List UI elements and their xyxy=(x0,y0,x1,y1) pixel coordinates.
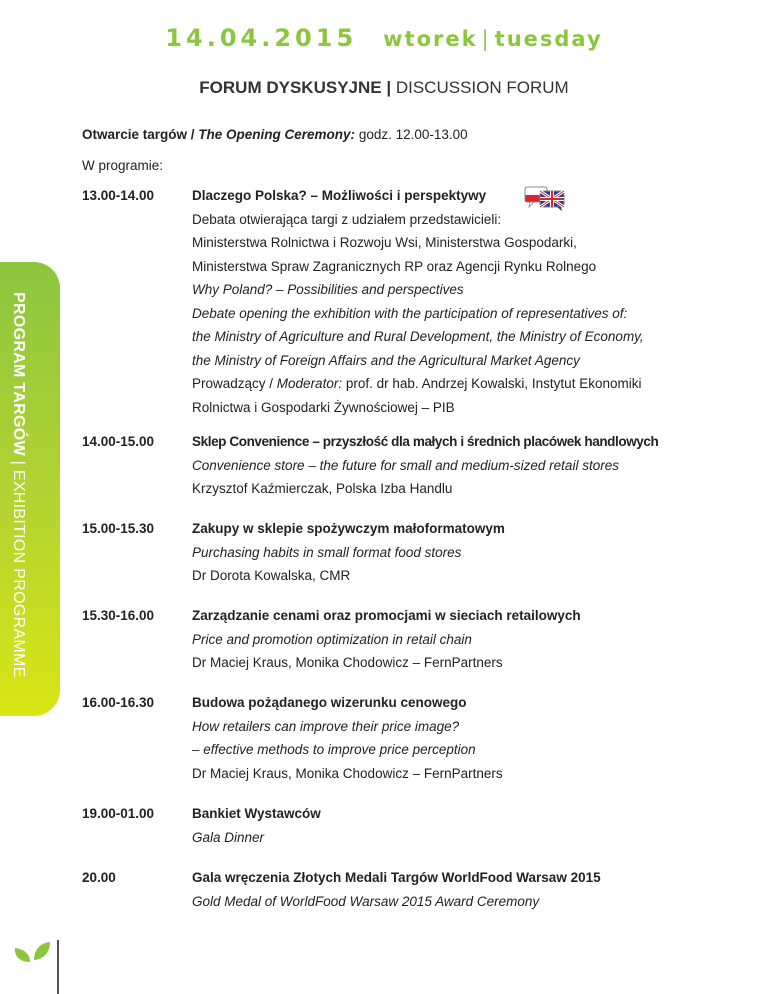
entry-line: Convenience store – the future for small and medium-sized retail stores xyxy=(192,457,619,473)
entry-title: Zakupy w sklepie spożywczym małoformatowym xyxy=(192,521,505,536)
entry-title: Sklep Convenience – przyszłość dla małych i średnich placówek handlowych xyxy=(192,434,659,449)
entry-time: 16.00-16.30 xyxy=(82,695,155,710)
opening-label-en: The Opening Ceremony: xyxy=(198,127,356,142)
poland-uk-flags-icon xyxy=(524,186,566,212)
entry-time: 15.00-15.30 xyxy=(82,521,155,536)
entry-content xyxy=(192,430,752,501)
entry-line: Gala Dinner xyxy=(192,829,265,845)
sidebar-title-en: EXHIBITION PROGRAMME xyxy=(10,469,27,678)
entry-line: Purchasing habits in small format food stores xyxy=(192,544,462,560)
event-day xyxy=(383,27,603,51)
entry-line: Why Poland? – Possibilities and perspectives xyxy=(192,282,464,297)
entry-time: 14.00-15.00 xyxy=(82,434,155,449)
entry-line: Ministerstwa Rolnictwa i Rozwoju Wsi, Ministerstwa Gospodarki, xyxy=(192,235,577,250)
entry-moderator xyxy=(192,372,752,396)
sidebar-separator: | xyxy=(10,455,27,470)
entry-line: – effective methods to improve price perception xyxy=(192,742,476,757)
entry-line: the Ministry of Foreign Affairs and the Agricultural Market Agency xyxy=(192,352,580,368)
entry-line: Dr Dorota Kowalska, CMR xyxy=(192,568,351,583)
entry-time: 13.00-14.00 xyxy=(82,188,155,203)
sidebar-title-pl: PROGRAM TARGÓW xyxy=(10,292,27,456)
entry-time: 20.00 xyxy=(82,870,116,885)
entry-line: Debata otwierająca targi z udziałem przedstawicieli: xyxy=(192,211,502,227)
entry-line: Dr Maciej Kraus, Monika Chodowicz – FernPartners xyxy=(192,765,503,781)
opening-label-pl: Otwarcie targów / xyxy=(82,127,199,142)
leaf-logo-icon xyxy=(12,940,52,964)
forum-title-pl: FORUM DYSKUSYJNE xyxy=(199,78,382,97)
day-en: tuesday xyxy=(494,27,603,51)
in-programme-label: W programie: xyxy=(82,158,164,173)
entry-content xyxy=(192,802,752,849)
entry-line: Gold Medal of WorldFood Warsaw 2015 Award Ceremony xyxy=(192,893,540,909)
entry-line: Rolnictwa i Gospodarki Żywnościowej – PIB xyxy=(192,399,455,415)
sidebar-title xyxy=(9,292,27,692)
entry-line: Price and promotion optimization in retail chain xyxy=(192,631,472,647)
opening-time: godz. 12.00-13.00 xyxy=(355,127,468,142)
event-date: 14.04.2015 xyxy=(165,24,358,52)
date-header xyxy=(0,24,768,52)
moderator-label-en: Moderator: xyxy=(276,376,343,391)
day-separator: | xyxy=(481,27,491,51)
entry-title: Zarządzanie cenami oraz promocjami w sieciach retailowych xyxy=(192,608,581,623)
entry-title: Budowa pożądanego wizerunku cenowego xyxy=(192,695,467,710)
entry-content xyxy=(192,184,752,419)
entry-title: Dlaczego Polska? – Możliwości i perspektywy xyxy=(192,188,487,203)
entry-content xyxy=(192,604,752,675)
entry-line: How retailers can improve their price image? xyxy=(192,718,460,734)
entry-content xyxy=(192,517,752,588)
entry-time: 15.30-16.00 xyxy=(82,608,155,623)
footer-divider xyxy=(57,940,59,994)
entry-content xyxy=(192,866,752,913)
day-pl: wtorek xyxy=(383,27,478,51)
entry-line: Krzysztof Kaźmierczak, Polska Izba Handlu xyxy=(192,481,453,496)
entry-title: Gala wręczenia Złotych Medali Targów WorldFood Warsaw 2015 xyxy=(192,870,601,885)
forum-title-en: DISCUSSION FORUM xyxy=(395,78,569,97)
entry-line: the Ministry of Agriculture and Rural Development, the Ministry of Economy, xyxy=(192,329,644,344)
forum-separator: | xyxy=(386,78,392,97)
entry-line: Debate opening the exhibition with the participation of representatives of: xyxy=(192,305,628,321)
moderator-label-pl: Prowadzący / xyxy=(192,376,277,391)
opening-ceremony xyxy=(82,127,468,142)
moderator-name: prof. dr hab. Andrzej Kowalski, Instytut Ekonomiki xyxy=(342,376,642,391)
entry-content xyxy=(192,691,752,785)
forum-title xyxy=(0,78,768,98)
entry-line: Ministerstwa Spraw Zagranicznych RP oraz Agencji Rynku Rolnego xyxy=(192,258,597,274)
entry-title: Bankiet Wystawców xyxy=(192,806,321,821)
entry-line: Dr Maciej Kraus, Monika Chodowicz – FernPartners xyxy=(192,655,503,670)
entry-time: 19.00-01.00 xyxy=(82,806,155,821)
